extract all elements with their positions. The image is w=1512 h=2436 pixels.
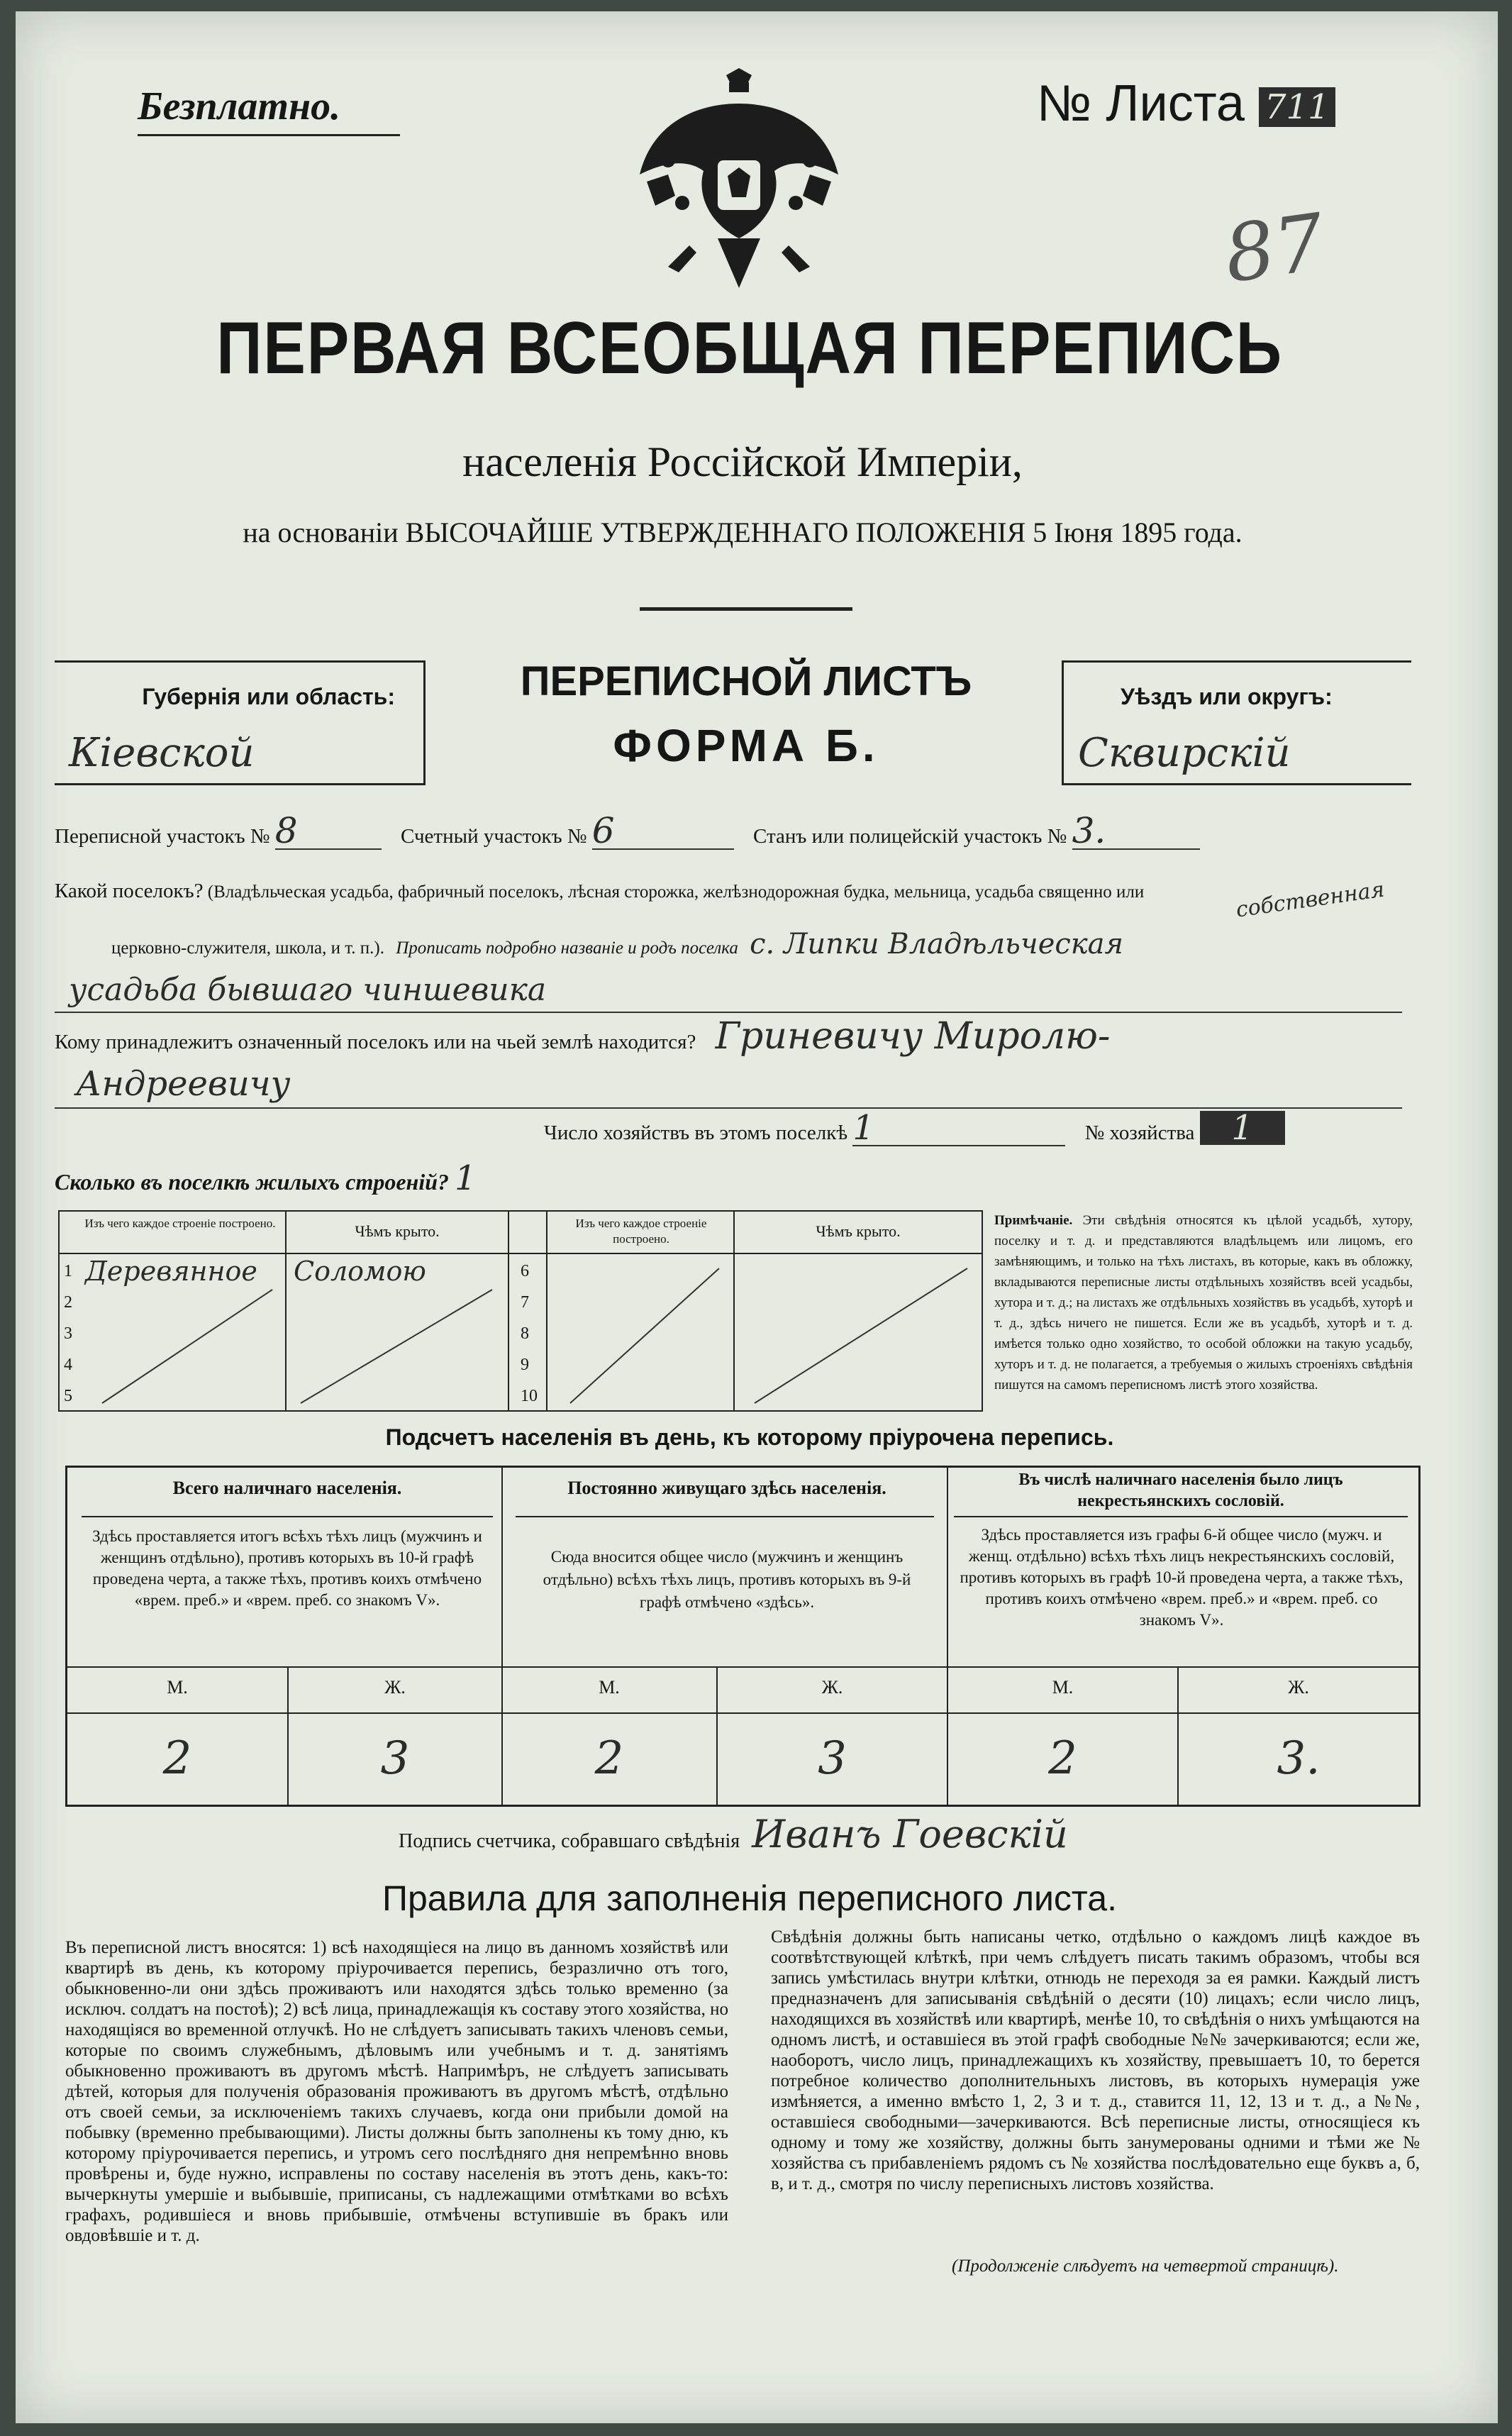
buildings-col2-left: Чѣмъ крыто. (355, 1222, 440, 1240)
row1-material: Деревянное (85, 1256, 257, 1287)
row-number: 2 (64, 1293, 72, 1312)
guberniya-box (55, 660, 426, 785)
count-col2-text: Сюда вносится общее число (мужчинъ и женщинъ отдѣльно) всѣхъ тѣхъ лицъ, противъ которыхъ въ 9-й графѣ отмѣчено «здѣсь». (543, 1548, 911, 1611)
row-number: 7 (521, 1293, 529, 1312)
count-value: 2 (594, 1732, 624, 1785)
buildings-label: Сколько въ поселкѣ жилыхъ строеній? (55, 1169, 449, 1195)
poselok-value-line-2 (55, 969, 1402, 1013)
uezd-value: Сквирскій (1078, 730, 1291, 776)
poselok-instr: Прописать подробно названіе и родъ поселка (396, 939, 738, 958)
buildings-value: 1 (455, 1158, 477, 1198)
poselok-hint-2: церковно-служителя, школа, и т. п.). (111, 939, 384, 958)
owner-row (55, 1012, 1402, 1061)
count-col3-text: Здѣсь проставляется изъ графы 6-й общее число (мужч. и женщ. отдѣльно) всѣхъ тѣхъ лицъ некрестьянскихъ сословій, противъ которыхъ въ графѣ 10-й проведена черта, а также тѣхъ, противъ коихъ отмѣчено «врем. преб.» и «врем. преб. со знакомъ V». (960, 1526, 1403, 1629)
note (994, 1210, 1413, 1395)
count-value: 2 (162, 1732, 192, 1785)
owner-value-2: Андреевичу (76, 1064, 291, 1104)
uchastok-value: 8 (275, 813, 382, 850)
stan-label: Станъ или полицейскій участокъ № (753, 825, 1067, 848)
form-name: ФОРМА Б. (613, 720, 879, 771)
buildings-col2-right: Чѣмъ крыто. (816, 1222, 901, 1240)
rules-right: Свѣдѣнія должны быть написаны четко, отдѣльно о каждомъ лицѣ каждое въ соотвѣтствующей клѣткѣ, при чемъ слѣдуетъ писать такимъ образомъ, чтобы вся запись умѣстилась внутри клѣтки, отнюдь не переходя за ея рамки. Каждый листъ предназначенъ для записыванія свѣдѣній о десяти (10) лицахъ; если число лицъ, находящихся въ хозяйствѣ или квартирѣ, менѣе 10, то свѣдѣнія о нихъ умѣщаются на одномъ листѣ, и оставшіеся въ этой графѣ свободные №№ зачеркиваются; если же, наоборотъ, число лицъ, принадлежащихъ къ хозяйству, превышаетъ 10, то берется потребное количество дополнительныхъ листовъ, въ которыхъ нумерація уже измѣняется, а именно вмѣсто 1, 2, 3 и т. д., ставится 11, 12, 13 и т. д., а №№, оставшіеся свободными—зачеркиваются. Всѣ переписные листы, относящіеся къ одному и тому же хозяйству, должны быть занумерованы одними и тѣми же № хозяйства съ прибавленіемъ рядомъ съ № хозяйства послѣдовательно еще буквъ а, б, в, и т. д., смотря по числу переписныхъ листовъ хозяйства. (771, 1927, 1420, 2193)
poselok-row-2 (55, 923, 1402, 965)
census-sheet (16, 11, 1498, 2423)
row-number: 5 (64, 1387, 72, 1405)
signature-label: Подпись счетчика, собравшаго свѣдѣнія (399, 1830, 740, 1852)
household-no-label: № хозяйства (1084, 1122, 1195, 1144)
poselok-label: Какой поселокъ? (55, 880, 204, 902)
row1-roof: Соломою (294, 1256, 426, 1287)
row-number: 1 (64, 1262, 72, 1280)
row-number: 6 (521, 1262, 529, 1280)
owner-label: Кому принадлежитъ означенный поселокъ или на чьей землѣ находится? (55, 1031, 696, 1053)
free-label: Безплатно. (138, 79, 400, 136)
buildings-col1-right: Изъ чего каждое строеніе построено. (575, 1217, 707, 1246)
uezd-box (1062, 660, 1411, 785)
m-label: М. (1052, 1677, 1074, 1698)
count-col3-head: Въ числѣ наличнаго населенія было лицъ некрестьянскихъ сословій. (1018, 1471, 1343, 1510)
note-label: Примѣчаніе. (994, 1213, 1073, 1228)
guberniya-value: Кіевской (69, 730, 255, 776)
guberniya-label: Губернія или область: (142, 684, 395, 709)
poselok-value-2: усадьба бывшаго чиншевика (69, 972, 547, 1008)
double-headed-eagle-icon (626, 54, 852, 309)
count-col1-text: Здѣсь проставляется итогъ всѣхъ тѣхъ лицъ (мужчинъ и женщинъ отдѣльно), противъ которыхъ въ 10-й графѣ проведена черта, а также тѣхъ, противъ коихъ отмѣчено «врем. преб.» и «врем. преб. со знакомъ V». (92, 1527, 482, 1609)
count-value: 3 (380, 1732, 410, 1785)
m-label: М. (599, 1677, 620, 1698)
row-number: 10 (521, 1387, 538, 1405)
count-table (65, 1466, 1421, 1807)
count-value: 3. (1277, 1732, 1321, 1785)
sheet-number-pencil: 87 (1218, 196, 1330, 301)
count-col2-head: Постоянно живущаго здѣсь населенія. (567, 1478, 886, 1498)
sheet-number-label: № Листа (1037, 75, 1245, 132)
household-no-value: 1 (1200, 1111, 1285, 1145)
signature-value: Иванъ Гоевскій (752, 1812, 1068, 1856)
poselok-row (55, 870, 1423, 914)
row-number: 3 (64, 1324, 72, 1343)
zh-label: Ж. (821, 1677, 843, 1698)
count-title: Подсчетъ населенія въ день, къ которому пріурочена перепись. (385, 1424, 1114, 1450)
buildings-row (55, 1157, 764, 1200)
note-text: Эти свѣдѣнія относятся къ цѣлой усадьбѣ, хутору, поселку и т. д. и представляются владѣльцемъ или лицомъ, его замѣняющимъ, и только на тѣхъ листахъ, въ которые, какъ въ обложку, вкладываются переписные листы отдѣльныхъ хозяйствъ всей усадьбы, хутора и т. д.; на листахъ же отдѣльныхъ хозяйствъ въ усадьбѣ, хуторѣ и т. д., здѣсь ничего не пишется. Если же въ усадьбѣ, хуторѣ и т. д. имѣется только одно хозяйство, то особой обложки на такую усадьбу, хуторъ и т. д. не полагается, а требуемыя о жилыхъ строеніяхъ свѣдѣнія пишутся на самомъ переписномъ листѣ этого хозяйства. (994, 1213, 1413, 1393)
form-title: ПЕРЕПИСНОЙ ЛИСТЪ (520, 658, 972, 704)
schetny-value: 6 (592, 813, 734, 850)
row-number: 4 (64, 1356, 72, 1374)
count-value: 3 (818, 1732, 847, 1785)
buildings-col1-left: Изъ чего каждое строеніе построено. (84, 1217, 276, 1230)
rules-left: Въ переписной листъ вносятся: 1) всѣ находящіеся на лицо въ данномъ хозяйствѣ или квартирѣ въ день, къ которому пріурочивается перепись, безразлично отъ того, обыкновенно-ли они здѣсь проживаютъ или находятся здѣсь только временно (за исключ. солдатъ на постоѣ); 2) всѣ лица, принадлежащія къ составу этого хозяйства, но находящіяся во временной отлучкѣ. Но не слѣдуетъ записывать такихъ членовъ семьи, которые по своимъ служебнымъ, дѣловымъ или учебнымъ и т. д. занятіямъ обыкновенно проживаютъ въ другомъ мѣстѣ. Напримѣръ, не слѣдуетъ записывать дѣтей, которыя для полученія образованія проживаютъ въ другомъ мѣстѣ, отдѣльно отъ своей семьи, за исключеніемъ такихъ случаевъ, когда они прибыли домой на побывку (временно пребывающими). Листы должны быть заполнены къ тому дню, къ которому пріурочивается перепись, и утромъ сего послѣдняго дня непремѣнно вновь провѣрены и, буде нужно, исправлены по составу населенія въ этотъ день, какъ-то: вычеркнуты умершіе и выбывшіе, приписаны, съ надлежащими отмѣтками во всѣхъ графахъ, родившіеся и вновь прибывшіе, отмѣчены вступившіе въ бракъ или овдовѣвшіе и т. д. (65, 1938, 728, 2245)
uchastok-row (55, 810, 1402, 856)
poselok-value-above: собственная (1234, 877, 1386, 923)
buildings-table (58, 1210, 983, 1412)
zh-label: Ж. (384, 1677, 406, 1698)
poselok-value-1: с. Липки Владѣльческая (750, 928, 1123, 960)
stan-value: 3. (1072, 813, 1200, 850)
households-label: Число хозяйствъ въ этомъ поселкѣ (544, 1122, 848, 1144)
page-subtitle: населенія Россійской Имперіи, (462, 438, 1023, 485)
rules-continued: (Продолженіе слѣдуетъ на четвертой страницѣ). (952, 2257, 1339, 2276)
row-number: 9 (521, 1356, 529, 1374)
page-basis: на основаніи ВЫСОЧАЙШЕ УТВЕРЖДЕННАГО ПОЛОЖЕНІЯ 5 Іюня 1895 года. (243, 516, 1243, 548)
owner-value-line-2 (55, 1061, 1402, 1109)
page-title: ПЕРВАЯ ВСЕОБЩАЯ ПЕРЕПИСЬ (216, 307, 1283, 389)
title-rule (640, 607, 852, 611)
households-row (55, 1108, 1409, 1153)
count-col1-head: Всего наличнаго населенія. (172, 1478, 402, 1498)
rules-title: Правила для заполненія переписного листа. (382, 1878, 1117, 1918)
m-label: М. (167, 1677, 188, 1698)
signature-row (399, 1810, 1321, 1859)
households-value: 1 (852, 1111, 1065, 1146)
schetny-label: Счетный участокъ № (401, 825, 587, 848)
count-value: 2 (1048, 1732, 1077, 1785)
row-number: 8 (521, 1324, 529, 1343)
sheet-number-value: 711 (1259, 87, 1335, 127)
owner-value-1: Гриневичу Миролю- (715, 1015, 1111, 1058)
zh-label: Ж. (1288, 1677, 1309, 1698)
poselok-hint: (Владѣльческая усадьба, фабричный поселокъ, лѣсная сторожка, желѣзнодорожная будка, мельница, усадьба священно или (207, 882, 1145, 902)
uchastok-label: Переписной участокъ № (55, 825, 270, 848)
uezd-label: Уѣздъ или округъ: (1121, 684, 1333, 709)
sheet-number (1037, 68, 1406, 139)
cross-out-strokes (60, 1212, 982, 1410)
